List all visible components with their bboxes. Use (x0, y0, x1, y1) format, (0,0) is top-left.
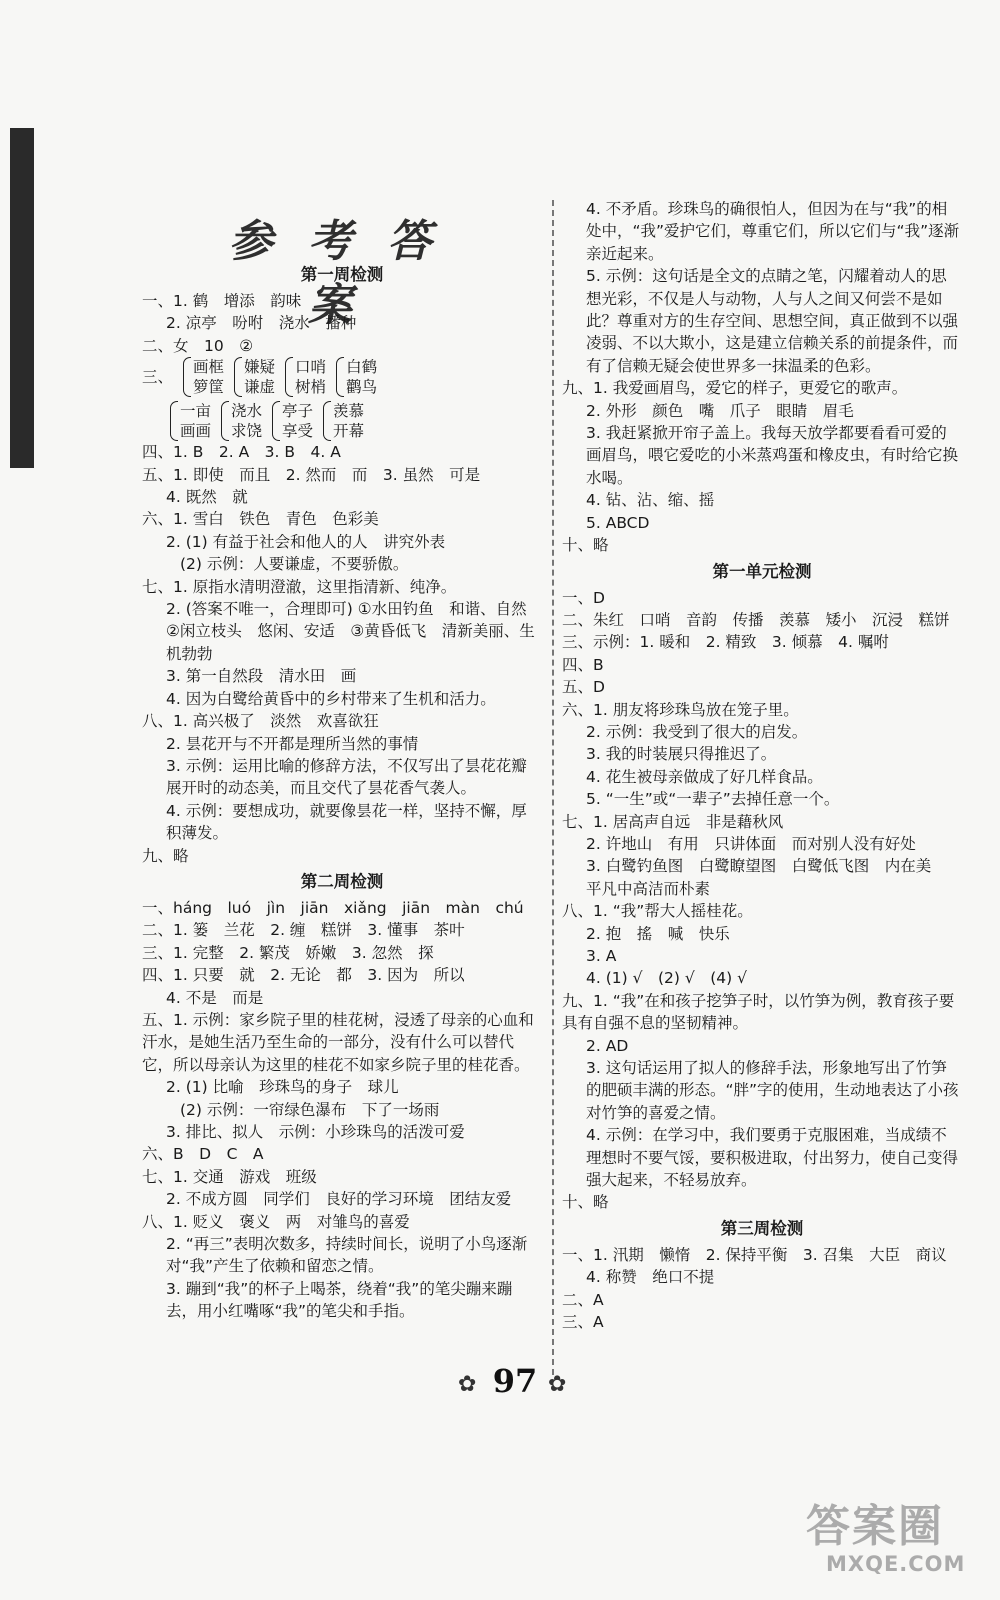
brace-pair (234, 357, 275, 397)
answer-line: 六、1. 朋友将珍珠鸟放在笼子里。 (562, 700, 799, 719)
answer-line: 七、1. 原指水清明澄澈，这里指清新、纯净。 (142, 577, 457, 596)
brace-word: 亭子 (282, 402, 314, 421)
brace-word: 嫌疑 (244, 358, 276, 377)
column-divider (552, 200, 554, 1375)
answer-line: 2. (1) 比喻 珍珠鸟的身子 球儿 (166, 1078, 399, 1097)
brace-word: 口哨 (295, 358, 327, 377)
answer-line: 4. 既然 就 (166, 488, 248, 507)
answer-line: 4. 示例：要想成功，就要像昙花一样，坚持不懈，厚积薄发。 (166, 801, 527, 843)
answer-line: 一、háng luó jìn jiān xiǎng jiān màn chú (142, 898, 524, 917)
brace-word: 浇水 (231, 402, 263, 421)
section-heading: 第一单元检测 (712, 561, 812, 581)
brace-icon (221, 401, 229, 441)
answer-line: 七、1. 居高声自远 非是藉秋风 (562, 812, 784, 831)
brace-pair (336, 357, 377, 397)
answer-line: 2. 外形 颜色 嘴 爪子 眼睛 眉毛 (586, 401, 854, 420)
answer-line: 二、女 10 ② (142, 336, 254, 355)
answer-line: (2) 示例：人要谦虚，不要骄傲。 (180, 555, 409, 574)
brace-icon (272, 401, 280, 441)
flower-ornament-icon: ✿ (458, 1372, 477, 1397)
answer-line: 十、略 (562, 536, 609, 555)
book-spine-shadow (10, 128, 34, 468)
brace-word: 谦虚 (244, 378, 276, 397)
brace-word: 画框 (193, 358, 225, 377)
answer-line: 2. (答案不唯一，合理即可) ①水田钓鱼 和谐、自然 ②闲立枝头 悠闲、安适 ③黄昏低飞 清新美丽、生机勃勃 (166, 600, 543, 663)
brace-group (142, 357, 542, 397)
answer-line: 十、略 (562, 1193, 609, 1212)
answer-line: 4. 钻、沾、缩、摇 (586, 491, 715, 510)
brace-word: 享受 (282, 422, 314, 441)
answer-line: 5. ABCD (586, 513, 650, 532)
answer-line: 3. 白鹭钓鱼图 白鹭瞭望图 白鹭低飞图 内在美 平凡中高洁而朴素 (586, 857, 947, 898)
answer-line: 4. 称赞 绝口不提 (586, 1268, 715, 1287)
brace-icon (170, 401, 178, 441)
watermark-logo: 答案圈 (806, 1501, 944, 1552)
answer-line: 四、1. 只要 就 2. 无论 都 3. 因为 所以 (142, 966, 465, 985)
answer-line: 5. 示例：这句话是全文的点睛之笔，闪耀着动人的思想光彩，不仅是人与动物，人与人之间又何尝不是如此？尊重对方的生存空间、思想空间，真正做到不以强凌弱、不以大欺小，这是建立信赖关系的前提条件，而有了信赖无疑会使世界多一抹温柔的色彩。 (586, 267, 959, 375)
page-number: 97 (492, 1362, 538, 1400)
answer-line: 3. 排比、拟人 示例：小珍珠鸟的活泼可爱 (166, 1123, 465, 1141)
brace-icon (336, 357, 344, 397)
left-column (142, 260, 542, 1323)
answer-line: 3. 示例：运用比喻的修辞方法，不仅写出了昙花花瓣展开时的动态美，而且交代了昙花香气袭人。 (166, 756, 527, 798)
answer-line: 2. 示例：我受到了很大的启发。 (586, 722, 808, 741)
answer-line: 二、朱红 口哨 音韵 传播 羡慕 矮小 沉浸 糕饼 (562, 610, 950, 629)
brace-pair (323, 401, 364, 441)
answer-line: 4. 不是 而是 (166, 988, 264, 1007)
brace-icon (234, 357, 242, 397)
answer-line: 九、1. 我爱画眉鸟，爱它的样子，更爱它的歌声。 (562, 379, 908, 398)
answer-line: 四、B (562, 655, 604, 674)
answer-line: 五、D (562, 678, 605, 697)
answer-line: 五、1. 示例：家乡院子里的桂花树，浸透了母亲的心血和汗水，是她生活乃至生命的一部分，没有什么可以替代它，所以母亲认为这里的桂花不如家乡院子里的桂花香。 (142, 1010, 534, 1074)
answer-line: 二、1. 篓 兰花 2. 缠 糕饼 3. 懂事 茶叶 (142, 921, 465, 940)
answer-line: 2. 抱 搖 喊 快乐 (586, 924, 730, 943)
answer-line: 4. 花生被母亲做成了好几样食品。 (586, 767, 823, 786)
answer-line: 2. 许地山 有用 只讲体面 而对别人没有好处 (586, 834, 916, 853)
answer-line: 4. 示例：在学习中，我们要勇于克服困难，当成绩不理想时不要气馁，要积极进取，付出努力，使自己变得强大起来，不轻易放弃。 (586, 1126, 959, 1190)
answer-line: 五、1. 即使 而且 2. 然而 而 3. 虽然 可是 (142, 465, 481, 484)
brace-word: 白鹤 (346, 358, 378, 377)
answer-line: 七、1. 交通 游戏 班级 (142, 1167, 317, 1186)
answer-line: 4. 不矛盾。珍珠鸟的确很怕人，但因为在与“我”的相处中，“我”爱护它们，尊重它们，所以它们与“我”逐渐亲近起来。 (586, 200, 960, 263)
brace-group (142, 401, 542, 441)
brace-pair (221, 401, 262, 441)
brace-word: 箩筐 (193, 378, 225, 397)
answer-prefix: 三、 (142, 368, 174, 387)
answer-line: 5. “一生”或“一辈子”去掉任意一个。 (586, 790, 840, 809)
brace-word: 开幕 (333, 422, 365, 441)
flower-ornament-icon: ✿ (548, 1372, 567, 1397)
answer-line: 2. 不成方圆 同学们 良好的学习环境 团结友爱 (166, 1190, 512, 1209)
answer-line: (2) 示例：一帘绿色瀑布 下了一场雨 (180, 1100, 440, 1119)
brace-word: 树梢 (295, 378, 327, 397)
answer-line: 九、略 (142, 846, 189, 865)
right-column (562, 198, 962, 1334)
section-heading: 第三周检测 (720, 1218, 804, 1238)
answer-line: 八、1. 高兴极了 淡然 欢喜欲狂 (142, 712, 379, 731)
answer-line: 四、1. B 2. A 3. B 4. A (142, 443, 341, 462)
answer-line: 3. 我赶紧掀开帘子盖上。我每天放学都要看看可爱的画眉鸟，喂它爱吃的小米蒸鸡蛋和橡皮虫，有时给它换水喝。 (586, 424, 959, 487)
brace-word: 一亩 (180, 402, 212, 421)
brace-word: 画画 (180, 422, 212, 441)
section-heading: 第二周检测 (300, 871, 384, 891)
answer-line: 4. 因为白鹭给黄昏中的乡村带来了生机和活力。 (166, 689, 496, 708)
answer-line: 九、1. “我”在和孩子挖笋子时，以竹笋为例，教育孩子要具有自强不息的坚韧精神。 (562, 991, 955, 1033)
answer-line: 二、A (562, 1290, 604, 1309)
answer-line: 3. 我的时装展只得推迟了。 (586, 745, 777, 764)
answer-line: 八、1. 贬义 褒义 两 对雏鸟的喜爱 (142, 1212, 410, 1231)
answer-line: 六、1. 雪白 铁色 青色 色彩美 (142, 510, 379, 529)
answer-line: 3. 这句话运用了拟人的修辞手法，形象地写出了竹笋的肥硕丰满的形态。“胖”字的使用，生动地表达了小孩对竹笋的喜爱之情。 (586, 1059, 959, 1122)
brace-word: 鹳鸟 (346, 378, 378, 397)
brace-pair (285, 357, 326, 397)
page-title: 参 考 答 案 (228, 216, 442, 331)
brace-pair (170, 401, 211, 441)
brace-pair (183, 357, 224, 397)
answer-line: 八、1. “我”帮大人摇桂花。 (562, 902, 753, 921)
brace-icon (323, 401, 331, 441)
brace-word: 求饶 (231, 422, 263, 441)
answer-line: 三、示例：1. 暖和 2. 精致 3. 倾慕 4. 嘱咐 (562, 633, 889, 652)
answer-line: 2. 昙花开与不开都是理所当然的事情 (166, 734, 419, 753)
answer-line: 三、1. 完整 2. 繁茂 娇嫩 3. 忽然 探 (142, 943, 434, 962)
brace-pair (272, 401, 313, 441)
answer-line: 一、D (562, 588, 605, 607)
section-heading: 第一周检测 (300, 265, 384, 284)
answer-line: 六、B D C A (142, 1145, 264, 1164)
answer-line: 3. 第一自然段 清水田 画 (166, 667, 357, 686)
answer-line: 2. “再三”表明次数多，持续时间长，说明了小鸟逐渐对“我”产生了依赖和留恋之情。 (166, 1235, 528, 1276)
answer-line: 2. 凉亭 吩咐 浇水 播种 (166, 314, 357, 333)
watermark-url: MXQE.COM (826, 1552, 966, 1576)
answer-line: 4. (1) √ (2) √ (4) √ (586, 969, 747, 988)
answer-line: 三、A (562, 1313, 604, 1332)
brace-icon (285, 357, 293, 397)
answer-line: 3. A (586, 947, 617, 965)
brace-icon (183, 357, 191, 397)
answer-line: 2. (1) 有益于社会和他人的人 讲究外表 (166, 532, 446, 551)
brace-word: 羡慕 (333, 402, 365, 421)
answer-line: 3. 蹦到“我”的杯子上喝茶，绕着“我”的笔尖蹦来蹦去，用小红嘴啄“我”的笔尖和手指。 (166, 1279, 513, 1321)
answer-line: 一、1. 鹤 增添 韵味 (142, 292, 302, 310)
answer-line: 一、1. 汛期 懒惰 2. 保持平衡 3. 召集 大臣 商议 (562, 1245, 947, 1264)
answer-line: 2. AD (586, 1036, 629, 1055)
